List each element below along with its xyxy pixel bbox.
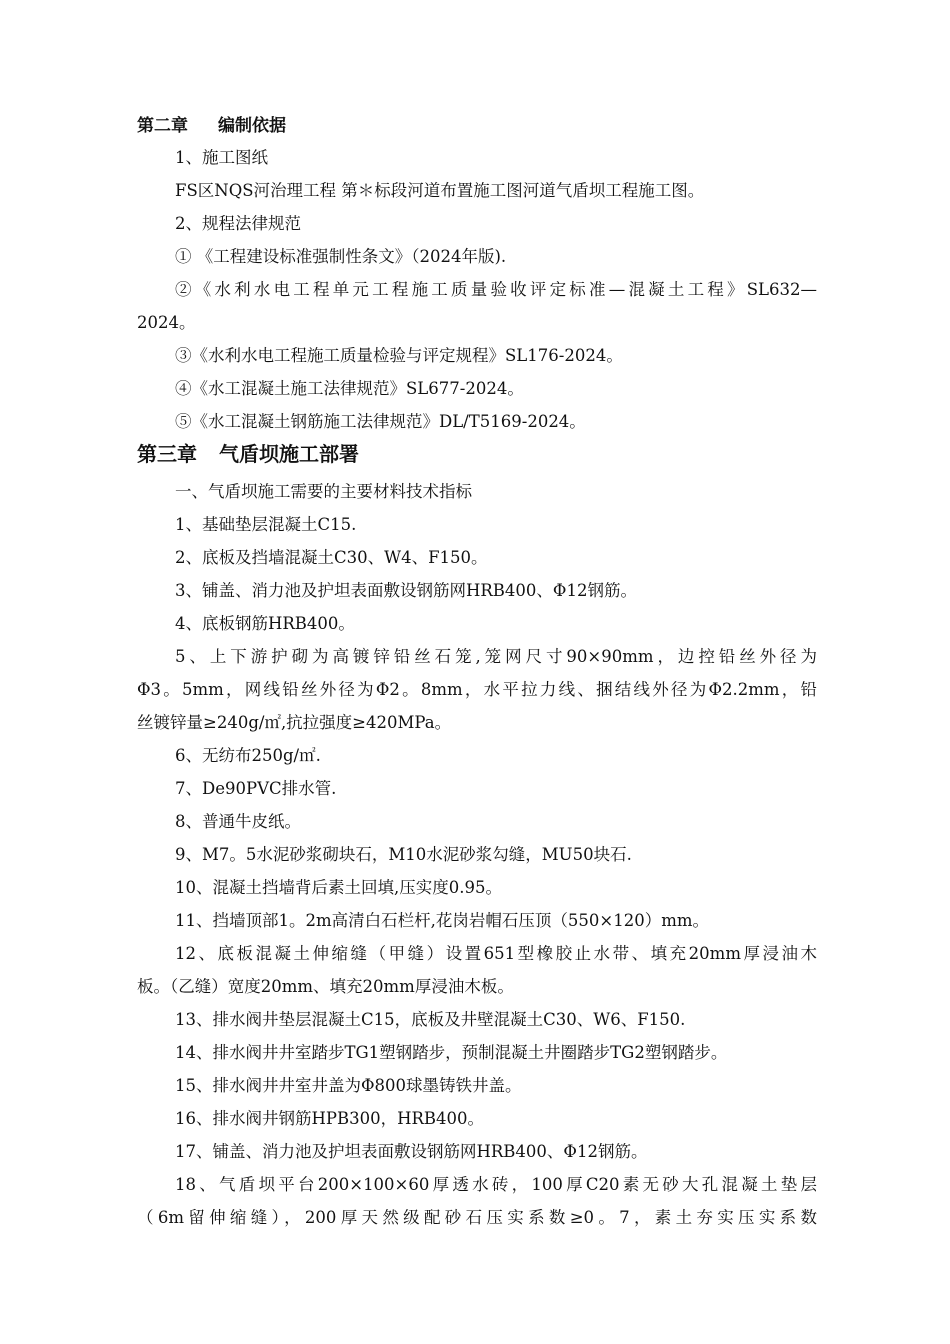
paragraph: 5、上下游护砌为高镀锌铅丝石笼,笼网尺寸90×90mm，边控铅丝外径为: [175, 647, 817, 666]
paragraph-continuation: 丝镀锌量≥240g/㎡,抗拉强度≥420MPa。: [137, 713, 452, 732]
paragraph: 14、排水阀井井室踏步TG1塑钢踏步，预制混凝土井圈踏步TG2塑钢踏步。: [175, 1043, 728, 1062]
paragraph: 1、施工图纸: [175, 148, 268, 167]
paragraph: 4、底板钢筋HRB400。: [175, 614, 355, 633]
paragraph: 6、无纺布250g/㎡.: [175, 746, 321, 765]
paragraph: 9、M7。5水泥砂浆砌块石，M10水泥砂浆勾缝，MU50块石.: [175, 845, 632, 864]
paragraph: ① 《工程建设标准强制性条文》（2024年版).: [175, 247, 507, 266]
paragraph: 7、De90PVC排水管.: [175, 779, 337, 798]
paragraph: 2、规程法律规范: [175, 214, 301, 233]
paragraph-continuation: （6m留伸缩缝），200厚天然级配砂石压实系数≥0。7，素土夯实压实系数: [137, 1208, 817, 1227]
chapter-2-title: 编制依据: [218, 116, 286, 136]
chapter-3-heading: [137, 441, 817, 467]
paragraph: 18、气盾坝平台200×100×60厚透水砖，100厚C20素无砂大孔混凝土垫层: [175, 1175, 817, 1194]
paragraph: 3、铺盖、消力池及护坦表面敷设钢筋网HRB400、Φ12钢筋。: [175, 581, 637, 600]
chapter-2-heading: [137, 115, 817, 137]
paragraph: 一、气盾坝施工需要的主要材料技术指标: [175, 482, 472, 501]
paragraph: ④《水工混凝土施工法律规范》SL677-2024。: [175, 379, 524, 398]
paragraph-continuation: Φ3。5mm，网线铅丝外径为Φ2。8mm，水平拉力线、捆结线外径为Φ2.2mm，铅: [137, 680, 817, 699]
chapter-2-number: 第二章: [137, 116, 188, 136]
paragraph: ⑤《水工混凝土钢筋施工法律规范》DL/T5169-2024。: [175, 412, 586, 431]
paragraph: 2、底板及挡墙混凝土C30、W4、F150。: [175, 548, 488, 567]
chapter-3-title: 气盾坝施工部署: [219, 442, 359, 466]
paragraph: 11、挡墙顶部1。2m高清白石栏杆,花岗岩帽石压顶（550×120）mm。: [175, 911, 709, 930]
paragraph: ③《水利水电工程施工质量检验与评定规程》SL176-2024。: [175, 346, 623, 365]
paragraph: ②《水利水电工程单元工程施工质量验收评定标准—混凝土工程》SL632—: [175, 280, 817, 299]
paragraph-continuation: 板。（乙缝）宽度20mm、填充20mm厚浸油木板。: [137, 977, 514, 996]
paragraph: 8、普通牛皮纸。: [175, 812, 301, 831]
paragraph: 10、混凝土挡墙背后素土回填,压实度0.95。: [175, 878, 502, 897]
chapter-3-number: 第三章: [137, 442, 197, 466]
paragraph-continuation: 2024。: [137, 313, 196, 332]
paragraph: 13、排水阀井垫层混凝土C15，底板及井壁混凝土C30、W6、F150.: [175, 1010, 686, 1029]
paragraph: 17、铺盖、消力池及护坦表面敷设钢筋网HRB400、Φ12钢筋。: [175, 1142, 648, 1161]
paragraph: 16、排水阀井钢筋HPB300，HRB400。: [175, 1109, 485, 1128]
paragraph: 1、基础垫层混凝土C15.: [175, 515, 357, 534]
paragraph: 12、底板混凝土伸缩缝（甲缝）设置651型橡胶止水带、填充20mm厚浸油木: [175, 944, 817, 963]
paragraph: 15、排水阀井井室井盖为Φ800球墨铸铁井盖。: [175, 1076, 522, 1095]
paragraph: FS区NQS河治理工程 第＊标段河道布置施工图河道气盾坝工程施工图。: [175, 181, 705, 200]
